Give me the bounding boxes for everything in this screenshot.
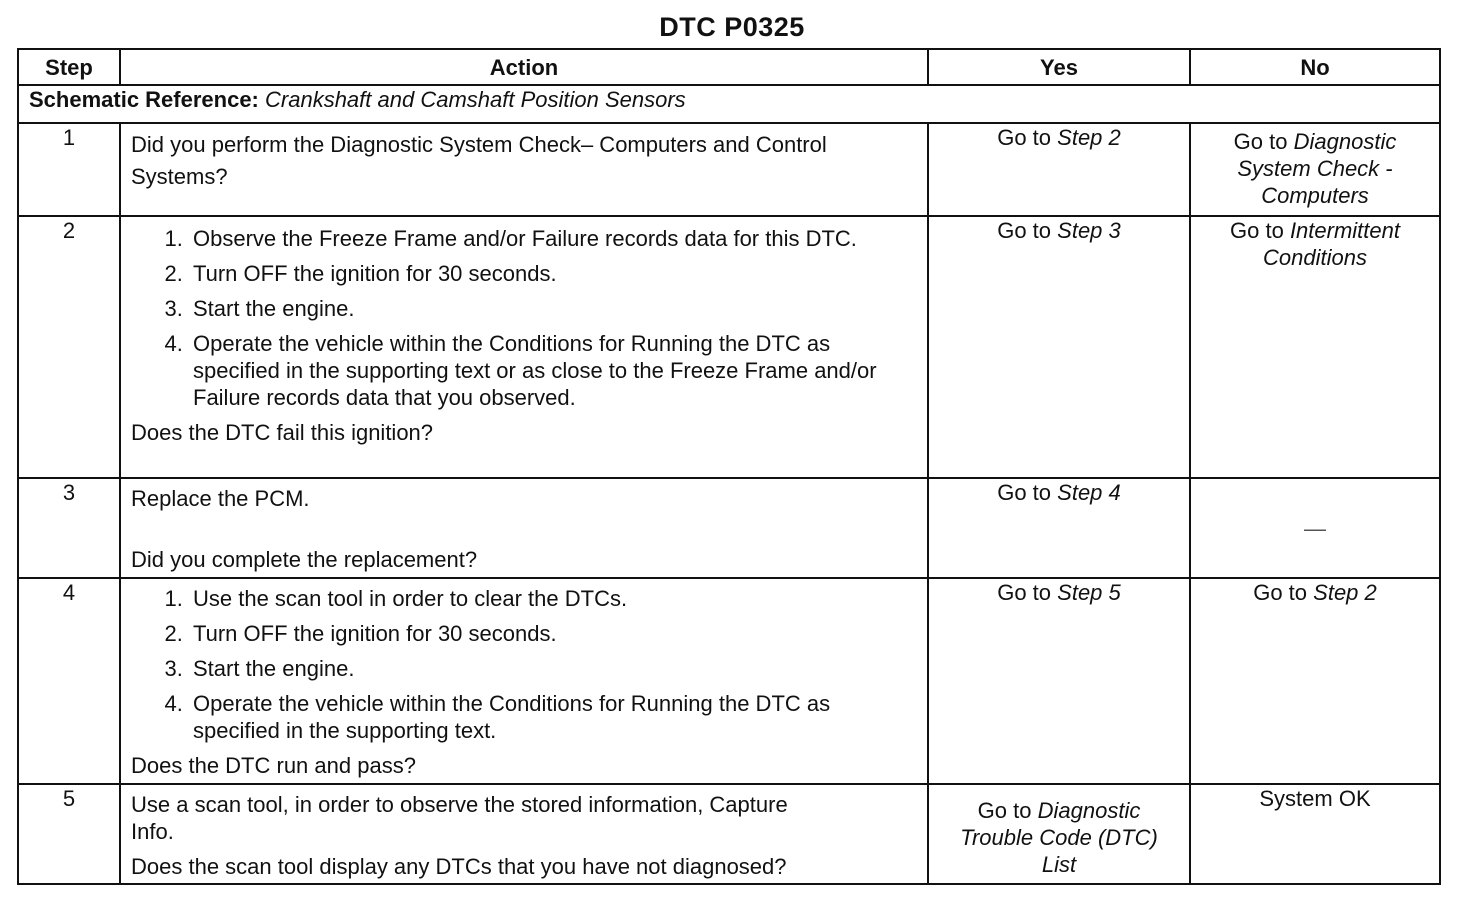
no-link[interactable]: Diagnostic System Check - Computers <box>1237 129 1397 208</box>
yes-prefix: Go to <box>997 125 1052 150</box>
question: Does the DTC run and pass? <box>131 753 416 778</box>
table-row <box>18 123 1440 216</box>
list-item: 3. Start the engine. <box>189 655 917 682</box>
list-item: 2. Turn OFF the ignition for 30 seconds. <box>189 260 917 287</box>
no-cell <box>1190 578 1440 784</box>
step-number: 4 <box>18 578 120 784</box>
question: Did you perform the Diagnostic System Check– Computers and Control Systems? <box>131 132 827 189</box>
action-steps <box>131 225 917 411</box>
schematic-reference <box>18 85 1440 123</box>
yes-link[interactable]: Step 4 <box>1057 480 1121 505</box>
header-row <box>18 49 1440 85</box>
header-step: Step <box>18 49 120 85</box>
yes-prefix: Go to <box>997 580 1052 605</box>
no-prefix: Go to <box>1253 580 1308 605</box>
step-number: 1 <box>18 123 120 216</box>
no-cell <box>1190 784 1440 884</box>
action-steps <box>131 585 917 744</box>
yes-link[interactable]: Step 3 <box>1057 218 1121 243</box>
list-item: 2. Turn OFF the ignition for 30 seconds. <box>189 620 917 647</box>
question: Does the DTC fail this ignition? <box>131 420 434 445</box>
list-item: 4. Operate the vehicle within the Conditions for Running the DTC as specified in the supporting text or as close to the Freeze Frame and/or Failure records data that you observed. <box>189 330 917 411</box>
no-prefix: Go to <box>1233 129 1288 154</box>
question: Does the scan tool display any DTCs that you have not diagnosed? <box>131 854 787 879</box>
yes-cell <box>928 578 1190 784</box>
table-row <box>18 578 1440 784</box>
no-dash: — <box>1304 515 1326 541</box>
instruction: Use a scan tool, in order to observe the stored information, Capture Info. <box>131 792 788 844</box>
yes-link[interactable]: Diagnostic Trouble Code (DTC) List <box>960 798 1158 877</box>
schematic-label: Schematic Reference: <box>29 87 259 112</box>
action-cell <box>120 784 928 884</box>
no-prefix: Go to <box>1230 218 1284 243</box>
header-no: No <box>1190 49 1440 85</box>
yes-cell <box>928 123 1190 216</box>
list-item: 3. Start the engine. <box>189 295 917 322</box>
table-row <box>18 784 1440 884</box>
list-item: 1. Observe the Freeze Frame and/or Failure records data for this DTC. <box>189 225 917 252</box>
action-cell <box>120 123 928 216</box>
instruction: Replace the PCM. <box>131 486 310 511</box>
yes-cell <box>928 216 1190 478</box>
step-number: 5 <box>18 784 120 884</box>
table-row <box>18 216 1440 478</box>
step-number: 2 <box>18 216 120 478</box>
table-row <box>18 478 1440 578</box>
action-cell <box>120 478 928 578</box>
step-number: 3 <box>18 478 120 578</box>
list-item: 4. Operate the vehicle within the Conditions for Running the DTC as specified in the supporting text. <box>189 690 917 744</box>
action-cell <box>120 216 928 478</box>
no-cell <box>1190 478 1440 578</box>
no-link[interactable]: Step 2 <box>1313 580 1377 605</box>
header-yes: Yes <box>928 49 1190 85</box>
yes-prefix: Go to <box>977 798 1032 823</box>
diagnostic-table <box>17 48 1441 885</box>
no-text: System OK <box>1259 786 1371 811</box>
action-cell <box>120 578 928 784</box>
yes-prefix: Go to <box>997 480 1052 505</box>
no-cell <box>1190 216 1440 478</box>
yes-link[interactable]: Step 2 <box>1057 125 1121 150</box>
schematic-value: Crankshaft and Camshaft Position Sensors <box>265 87 686 112</box>
no-cell <box>1190 123 1440 216</box>
yes-cell <box>928 784 1190 884</box>
page-title: DTC P0325 <box>659 12 805 42</box>
yes-cell <box>928 478 1190 578</box>
header-action: Action <box>120 49 928 85</box>
yes-prefix: Go to <box>997 218 1052 243</box>
yes-link[interactable]: Step 5 <box>1057 580 1121 605</box>
schematic-row <box>18 85 1440 123</box>
no-link[interactable]: Intermittent Conditions <box>1263 218 1400 270</box>
list-item: 1. Use the scan tool in order to clear the DTCs. <box>189 585 917 612</box>
question: Did you complete the replacement? <box>131 547 478 572</box>
